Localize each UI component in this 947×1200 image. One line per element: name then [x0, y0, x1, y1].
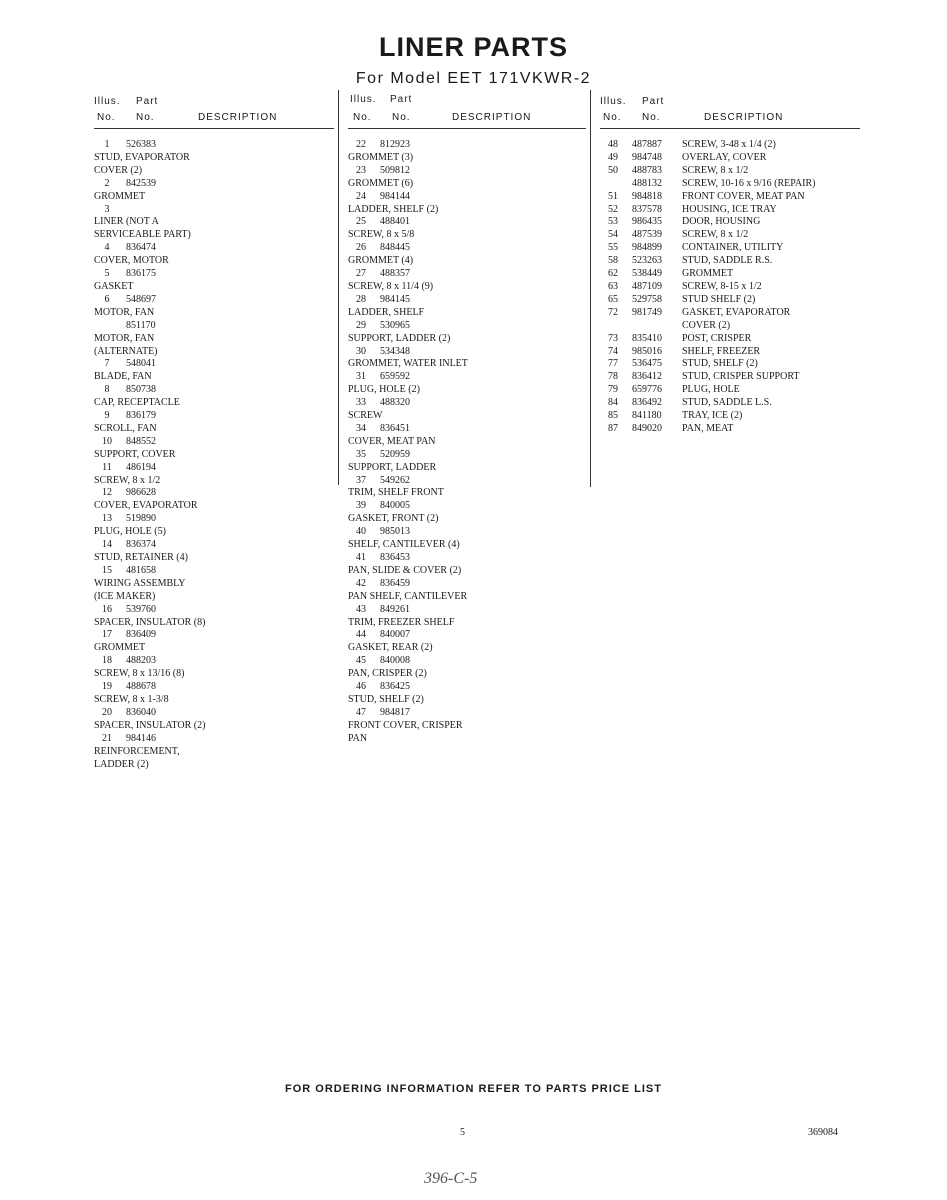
parts-row: [348, 552, 586, 578]
parts-row: [348, 242, 586, 268]
parts-row: [600, 178, 860, 191]
parts-row: [600, 307, 860, 333]
header-part: Part: [642, 96, 665, 107]
illus-number: 53: [608, 216, 618, 228]
part-number: 487109: [632, 280, 662, 292]
part-description: GASKET: [94, 280, 134, 292]
parts-list: [348, 139, 586, 746]
part-description: PAN, SLIDE & COVER (2): [348, 564, 462, 576]
part-description: SCREW, 10-16 x 9/16 (REPAIR): [682, 177, 816, 189]
document-number: 369084: [808, 1127, 838, 1138]
illus-number: 31: [356, 371, 366, 383]
header-illus: Illus.: [94, 96, 121, 107]
part-description: SCROLL, FAN: [94, 422, 157, 434]
illus-number: 34: [356, 422, 366, 434]
part-description: CONTAINER, UTILITY: [682, 242, 784, 254]
header-description: DESCRIPTION: [452, 112, 532, 123]
part-description: GASKET, FRONT (2): [348, 513, 439, 525]
illus-number: 9: [104, 410, 110, 422]
page-number: 5: [460, 1127, 465, 1138]
illus-number: 55: [608, 242, 618, 254]
part-description: TRIM, SHELF FRONT: [348, 487, 444, 499]
part-number: 848552: [126, 435, 156, 447]
illus-number: 47: [356, 706, 366, 718]
illus-number: 3: [104, 203, 110, 215]
parts-row: [94, 410, 334, 436]
illus-number: 50: [608, 164, 618, 176]
illus-number: 79: [608, 384, 618, 396]
part-description: GROMMET, WATER INLET: [348, 358, 468, 370]
parts-row: [94, 629, 334, 655]
illus-number: 74: [608, 345, 618, 357]
part-number: 842539: [126, 177, 156, 189]
part-description: GROMMET: [94, 190, 146, 202]
part-number: 488357: [380, 268, 410, 280]
part-number: 836412: [632, 371, 662, 383]
part-number: 538449: [632, 268, 662, 280]
part-number: 488320: [380, 397, 410, 409]
part-description: GROMMET (6): [348, 177, 414, 189]
part-description: GASKET, REAR (2): [348, 642, 433, 654]
parts-row: [600, 191, 860, 204]
parts-row: [348, 449, 586, 475]
part-description: STUD, SHELF (2): [348, 693, 424, 705]
part-number: 486194: [126, 461, 156, 473]
parts-row: [600, 242, 860, 255]
header-part-no: No.: [392, 112, 411, 123]
part-description: STUD, CRISPER SUPPORT: [682, 371, 800, 383]
illus-number: 5: [104, 268, 110, 280]
illus-number: 35: [356, 448, 366, 460]
part-description: TRAY, ICE (2): [682, 410, 743, 422]
illus-number: 49: [608, 151, 618, 163]
illus-number: 45: [356, 655, 366, 667]
parts-row: [348, 346, 586, 372]
part-number: 836453: [380, 552, 410, 563]
parts-row: [600, 371, 860, 384]
part-number: 536475: [632, 358, 662, 370]
part-description: LADDER, SHELF: [348, 306, 425, 318]
part-number: 835410: [632, 332, 662, 344]
part-description: PAN SHELF, CANTILEVER: [348, 590, 468, 602]
part-number: 849020: [632, 422, 662, 434]
part-number: 488203: [126, 655, 156, 667]
part-number: 836492: [632, 397, 662, 409]
part-description: PLUG, HOLE: [682, 384, 740, 396]
part-number: 984146: [126, 732, 156, 744]
part-description: LADDER, SHELF (2): [348, 203, 439, 215]
illus-number: 1: [104, 139, 110, 150]
part-number: 851170: [126, 319, 156, 331]
illus-number: 41: [356, 552, 366, 563]
illus-number: 2: [104, 177, 110, 189]
parts-row: [600, 410, 860, 423]
part-number: 850738: [126, 384, 156, 396]
parts-row: [348, 165, 586, 191]
part-number: 481658: [126, 564, 156, 576]
illus-number: 62: [608, 268, 618, 280]
part-description: DOOR, HOUSING: [682, 216, 761, 228]
parts-row: [348, 707, 586, 746]
illus-number: 19: [102, 681, 112, 693]
part-number: 986628: [126, 487, 156, 499]
illus-number: 20: [102, 706, 112, 718]
illus-number: 42: [356, 577, 366, 589]
part-description: SCREW, 8 x 1/2: [682, 164, 749, 176]
part-description: SPACER, INSULATOR (8): [94, 616, 206, 628]
parts-row: [94, 358, 334, 384]
parts-row: [348, 655, 586, 681]
illus-number: 11: [102, 461, 112, 473]
parts-row: [348, 423, 586, 449]
part-description: MOTOR, FAN: [94, 306, 155, 318]
parts-row: [94, 462, 334, 488]
illus-number: 54: [608, 229, 618, 241]
parts-row: [94, 681, 334, 707]
parts-row: [600, 281, 860, 294]
part-number: 849261: [380, 603, 410, 615]
parts-row: [600, 423, 860, 436]
parts-row: [600, 255, 860, 268]
part-description: BLADE, FAN: [94, 371, 152, 383]
parts-row: [600, 268, 860, 281]
illus-number: 48: [608, 139, 618, 150]
part-number: 840007: [380, 629, 410, 641]
part-number: 530965: [380, 319, 410, 331]
part-number: 840008: [380, 655, 410, 667]
illus-number: 10: [102, 435, 112, 447]
illus-number: 73: [608, 332, 618, 344]
parts-row: [348, 629, 586, 655]
parts-row: [348, 139, 586, 165]
parts-column-1: [94, 94, 334, 771]
part-number: 981749: [632, 306, 662, 318]
parts-row: [600, 152, 860, 165]
part-number: 836175: [126, 268, 156, 280]
part-number: 529758: [632, 293, 662, 305]
part-description: GROMMET: [682, 268, 734, 280]
parts-list: [600, 139, 860, 436]
part-description: STUD, SADDLE R.S.: [682, 255, 773, 267]
part-description: WIRING ASSEMBLY (ICE MAKER): [94, 577, 186, 602]
parts-row: [94, 565, 334, 604]
ordering-footer: FOR ORDERING INFORMATION REFER TO PARTS PRICE LIST: [285, 1083, 662, 1095]
parts-row: [600, 346, 860, 359]
parts-row: [348, 578, 586, 604]
parts-row: [600, 358, 860, 371]
part-number: 836474: [126, 242, 156, 254]
illus-number: 40: [356, 526, 366, 538]
part-description: PAN, CRISPER (2): [348, 668, 427, 680]
part-description: PLUG, HOLE (2): [348, 384, 420, 396]
part-description: SCREW, 8-15 x 1/2: [682, 280, 762, 292]
part-number: 488401: [380, 216, 410, 228]
parts-row: [348, 216, 586, 242]
illus-number: 84: [608, 397, 618, 409]
illus-number: 85: [608, 410, 618, 422]
illus-number: 14: [102, 539, 112, 551]
part-number: 985016: [632, 345, 662, 357]
illus-number: 7: [104, 358, 110, 370]
header-no: No.: [97, 112, 116, 123]
parts-row: [600, 384, 860, 397]
header-no: No.: [603, 112, 622, 123]
part-description: STUD, SADDLE L.S.: [682, 397, 772, 409]
part-description: SHELF, FREEZER: [682, 345, 761, 357]
part-description: SUPPORT, LADDER: [348, 461, 437, 473]
part-number: 984144: [380, 190, 410, 202]
illus-number: 51: [608, 190, 618, 202]
parts-row: [94, 604, 334, 630]
header-part: Part: [136, 96, 159, 107]
parts-row: [600, 229, 860, 242]
parts-row: [348, 320, 586, 346]
parts-row: [94, 242, 334, 268]
part-description: HOUSING, ICE TRAY: [682, 203, 777, 215]
handwritten-note: 396-C-5: [424, 1170, 478, 1187]
part-number: 986435: [632, 216, 662, 228]
header-illus: Illus.: [350, 94, 377, 105]
part-number: 836425: [380, 681, 410, 693]
part-description: SCREW, 8 x 1-3/8: [94, 693, 169, 705]
part-number: 548041: [126, 358, 156, 370]
column-header: [600, 94, 860, 129]
part-description: COVER, MOTOR: [94, 255, 169, 267]
part-description: GASKET, EVAPORATOR COVER (2): [682, 306, 791, 331]
part-number: 836459: [380, 577, 410, 589]
parts-row: [348, 681, 586, 707]
parts-row: [348, 371, 586, 397]
part-description: SCREW, 8 x 1/2: [94, 474, 161, 486]
part-number: 519890: [126, 513, 156, 525]
parts-row: [94, 384, 334, 410]
parts-row: [94, 204, 334, 243]
parts-row: [94, 178, 334, 204]
parts-row: [348, 397, 586, 423]
illus-number: 6: [104, 293, 110, 305]
column-divider: [590, 90, 591, 487]
parts-row: [94, 733, 334, 772]
parts-list: [94, 139, 334, 771]
part-number: 539760: [126, 603, 156, 615]
part-description: MOTOR, FAN (ALTERNATE): [94, 332, 158, 357]
illus-number: 27: [356, 268, 366, 280]
part-description: CAP, RECEPTACLE: [94, 397, 180, 409]
illus-number: 72: [608, 306, 618, 318]
part-description: SCREW, 3-48 x 1/4 (2): [682, 139, 776, 150]
part-description: POST, CRISPER: [682, 332, 752, 344]
parts-row: [600, 216, 860, 229]
part-description: FRONT COVER, MEAT PAN: [682, 190, 805, 202]
illus-number: 63: [608, 280, 618, 292]
parts-row: [94, 513, 334, 539]
illus-number: 58: [608, 255, 618, 267]
parts-column-3: [600, 94, 860, 436]
column-divider: [338, 90, 339, 485]
part-number: 520959: [380, 448, 410, 460]
part-number: 509812: [380, 164, 410, 176]
parts-row: [600, 294, 860, 307]
illus-number: 17: [102, 629, 112, 641]
part-description: REINFORCEMENT, LADDER (2): [94, 745, 180, 770]
part-number: 812923: [380, 139, 410, 150]
parts-row: [94, 539, 334, 565]
part-description: SCREW: [348, 410, 383, 422]
part-description: LINER (NOT A SERVICEABLE PART): [94, 216, 191, 241]
model-subtitle: For Model EET 171VKWR-2: [355, 70, 592, 87]
parts-row: [600, 333, 860, 346]
part-number: 837578: [632, 203, 662, 215]
parts-row: [600, 139, 860, 152]
header-description: DESCRIPTION: [704, 112, 784, 123]
part-description: PAN, MEAT: [682, 422, 734, 434]
illus-number: 15: [102, 564, 112, 576]
illus-number: 26: [356, 242, 366, 254]
part-number: 488783: [632, 164, 662, 176]
part-number: 659776: [632, 384, 662, 396]
header-part-no: No.: [642, 112, 661, 123]
part-number: 526383: [126, 139, 156, 150]
illus-number: 77: [608, 358, 618, 370]
part-description: SUPPORT, COVER: [94, 448, 176, 460]
part-number: 984145: [380, 293, 410, 305]
part-number: 523263: [632, 255, 662, 267]
part-description: GROMMET: [94, 642, 146, 654]
part-number: 487539: [632, 229, 662, 241]
part-description: COVER, MEAT PAN: [348, 435, 436, 447]
part-description: PLUG, HOLE (5): [94, 526, 166, 538]
part-description: STUD SHELF (2): [682, 293, 756, 305]
part-number: 984817: [380, 706, 410, 718]
illus-number: 22: [356, 139, 366, 150]
part-description: STUD, EVAPORATOR COVER (2): [94, 151, 190, 176]
part-description: STUD, RETAINER (4): [94, 552, 188, 563]
illus-number: 37: [356, 474, 366, 486]
part-number: 836409: [126, 629, 156, 641]
illus-number: 4: [104, 242, 110, 254]
part-number: 984899: [632, 242, 662, 254]
part-description: STUD, SHELF (2): [682, 358, 758, 370]
parts-row: [94, 320, 334, 359]
part-description: SUPPORT, LADDER (2): [348, 332, 451, 344]
part-number: 836040: [126, 706, 156, 718]
part-number: 488132: [632, 177, 662, 189]
part-number: 841180: [632, 410, 662, 422]
part-number: 984818: [632, 190, 662, 202]
illus-number: 28: [356, 293, 366, 305]
parts-row: [94, 655, 334, 681]
parts-row: [94, 139, 334, 178]
part-description: SHELF, CANTILEVER (4): [348, 539, 460, 551]
parts-row: [348, 191, 586, 217]
part-number: 534348: [380, 345, 410, 357]
part-description: GROMMET (4): [348, 255, 414, 267]
parts-row: [348, 475, 586, 501]
part-description: OVERLAY, COVER: [682, 151, 767, 163]
illus-number: 33: [356, 397, 366, 409]
part-number: 848445: [380, 242, 410, 254]
illus-number: 25: [356, 216, 366, 228]
part-number: 548697: [126, 293, 156, 305]
part-number: 984748: [632, 151, 662, 163]
illus-number: 23: [356, 164, 366, 176]
illus-number: 16: [102, 603, 112, 615]
parts-column-2: [348, 94, 586, 746]
part-description: FRONT COVER, CRISPER PAN: [348, 719, 463, 744]
illus-number: 24: [356, 190, 366, 202]
part-number: 549262: [380, 474, 410, 486]
part-number: 487887: [632, 139, 662, 150]
part-number: 840005: [380, 500, 410, 512]
part-description: SCREW, 8 x 1/2: [682, 229, 749, 241]
header-description: DESCRIPTION: [198, 112, 278, 123]
illus-number: 52: [608, 203, 618, 215]
header-part-no: No.: [136, 112, 155, 123]
illus-number: 43: [356, 603, 366, 615]
part-description: SCREW, 8 x 13/16 (8): [94, 668, 185, 680]
column-header: [94, 94, 334, 129]
illus-number: 29: [356, 319, 366, 331]
parts-row: [600, 204, 860, 217]
header-part: Part: [390, 94, 413, 105]
part-description: SCREW, 8 x 5/8: [348, 229, 415, 241]
illus-number: 87: [608, 422, 618, 434]
parts-row: [600, 165, 860, 178]
illus-number: 78: [608, 371, 618, 383]
column-header: [348, 94, 586, 129]
part-number: 836451: [380, 422, 410, 434]
illus-number: 30: [356, 345, 366, 357]
parts-row: [348, 500, 586, 526]
parts-row: [348, 268, 586, 294]
part-description: COVER, EVAPORATOR: [94, 500, 198, 512]
parts-row: [94, 294, 334, 320]
page-title: LINER PARTS: [378, 32, 568, 62]
part-description: TRIM, FREEZER SHELF: [348, 616, 455, 628]
part-number: 836179: [126, 410, 156, 422]
part-description: SCREW, 8 x 11/4 (9): [348, 280, 434, 292]
illus-number: 8: [104, 384, 110, 396]
illus-number: 18: [102, 655, 112, 667]
parts-row: [348, 294, 586, 320]
illus-number: 65: [608, 293, 618, 305]
illus-number: 21: [102, 732, 112, 744]
illus-number: 44: [356, 629, 366, 641]
parts-row: [348, 604, 586, 630]
part-number: 985013: [380, 526, 410, 538]
part-number: 836374: [126, 539, 156, 551]
part-description: SPACER, INSULATOR (2): [94, 719, 206, 731]
illus-number: 12: [102, 487, 112, 499]
parts-row: [94, 487, 334, 513]
part-description: GROMMET (3): [348, 151, 414, 163]
parts-row: [348, 526, 586, 552]
parts-row: [94, 436, 334, 462]
parts-row: [600, 397, 860, 410]
part-number: 659592: [380, 371, 410, 383]
parts-row: [94, 268, 334, 294]
illus-number: 46: [356, 681, 366, 693]
parts-row: [94, 707, 334, 733]
header-illus: Illus.: [600, 96, 627, 107]
header-no: No.: [353, 112, 372, 123]
illus-number: 39: [356, 500, 366, 512]
illus-number: 13: [102, 513, 112, 525]
part-number: 488678: [126, 681, 156, 693]
